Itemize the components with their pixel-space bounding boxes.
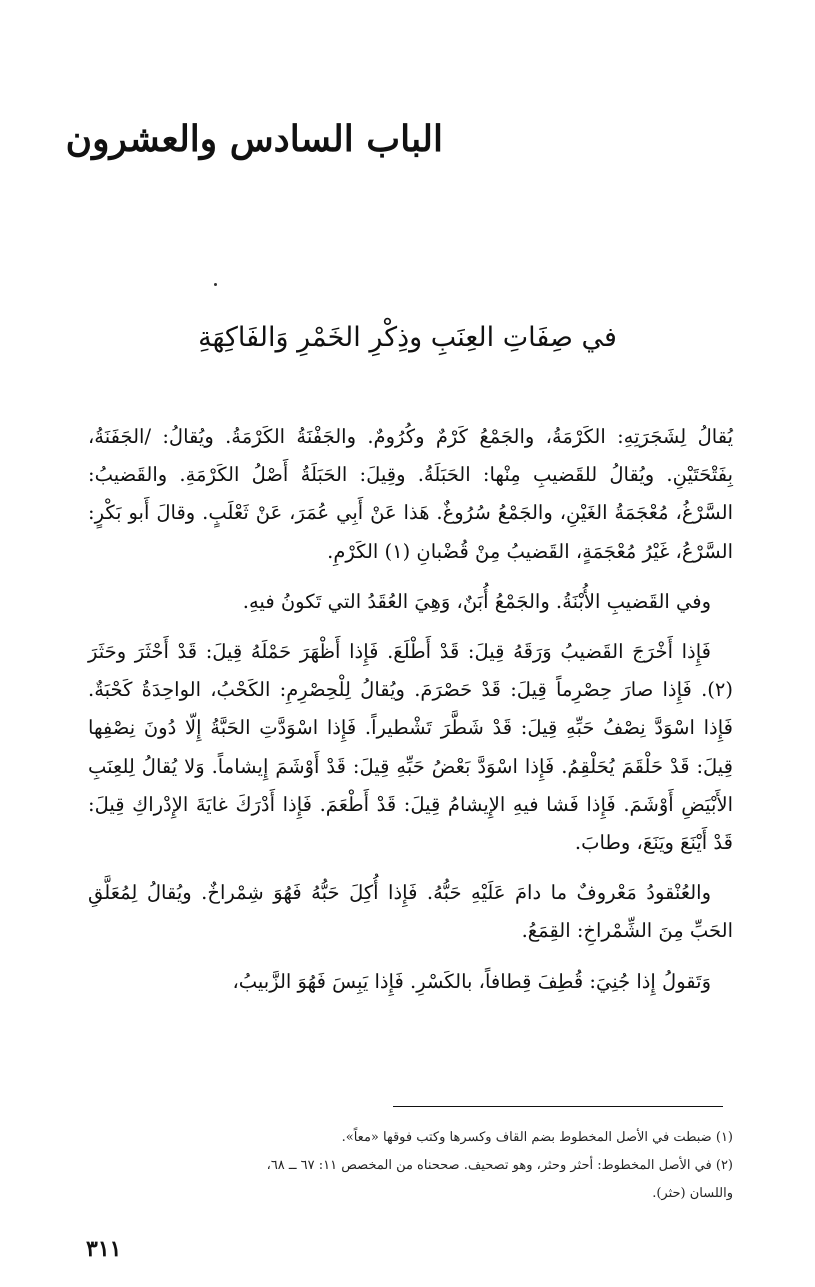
paragraph-4: والعُنْقودُ مَعْروفٌ ما دامَ عَلَيْهِ حَبُّهُ. فَإِذا أُكِلَ حَبُّهُ فَهُوَ شِمْراخٌ. ويُقالُ لِمُعَلَّقِ الحَبِّ مِنَ الشِّمْراخِ: القِمَعُ. xyxy=(88,881,733,943)
stray-dot xyxy=(214,283,217,286)
body-text xyxy=(88,418,733,1013)
paragraph-1: يُقالُ لِشَجَرَتِهِ: الكَرْمَةُ، والجَمْعُ كَرْمٌ وكُرُومٌ. والجَفْنَةُ الكَرْمَةُ. ويُقالُ: /الجَفَنَةُ، بِفَتْحَتَيْنِ. ويُقالُ للقَضيبِ مِنْها: الحَبَلَةُ. وقِيلَ: الحَبَلَةُ أَصْلُ الكَرْمَةِ. والقَضيبُ: السَّرْغُ، مُعْجَمَةُ الغَيْنِ، والجَمْعُ سُرُوغٌ. هَذا عَنْ أَبِي عُمَرَ، عَنْ ثَعْلَبٍ. وقالَ أَبو بَكْرٍ: السَّرْعُ، غَيْرُ مُعْجَمَةٍ، القَضيبُ مِنْ قُضْبانِ (١) الكَرْمِ. xyxy=(88,425,733,563)
paragraph-5: وَتَقولُ إِذا جُنِيَ: قُطِفَ قِطافاً، بالكَسْرِ. فَإِذا يَبِسَ فَهُوَ الزَّبيبُ، xyxy=(232,969,711,993)
page-number: ٣١١ xyxy=(86,1236,122,1262)
footnote-2-continued: واللسان (حثر). xyxy=(652,1186,733,1201)
footnote-1: (١) ضبطت في الأصل المخطوط بضم القاف وكسرها وكتب فوقها «معاً». xyxy=(341,1130,733,1145)
chapter-title: الباب السادس والعشرون xyxy=(65,118,443,160)
paragraph-3: فَإِذا أَخْرَجَ القَضيبُ وَرَقَهُ قِيلَ: قَدْ أَطْلَعَ. فَإِذا أَظْهَرَ حَمْلَهُ قِيلَ: قَدْ أَحْثَرَ وحَثَرَ (٢). فَإِذا صارَ حِصْرِماً قِيلَ: قَدْ حَصْرَمَ. ويُقالُ لِلْحِصْرِمِ: الكَحْبُ، الواحِدَةُ كَحْبَةٌ. فَإِذا اسْوَدَّ نِصْفُ حَبِّهِ قِيلَ: قَدْ شَطَّرَ تَشْطيراً. فَإِذا اسْوَدَّتِ الحَبَّةُ إِلّا دُونَ نِصْفِها قِيلَ: قَدْ حَلْقَمَ يُحَلْقِمُ. فَإِذا اسْوَدَّ بَعْضُ حَبِّهِ قِيلَ: قَدْ أَوْشَمَ إِيشاماً. وَلا يُقالُ لِلعِنَبِ الأَبْيَضِ أَوْشَمَ. فَإِذا فَشا فيهِ الإِيشامُ قِيلَ: قَدْ أَطْعَمَ. فَإِذا أَدْرَكَ غايَةَ الإِدْراكِ قِيلَ: قَدْ أَيْنَعَ ويَنَعَ، وطابَ. xyxy=(88,640,733,855)
section-title: في صِفَاتِ العِنَبِ وذِكْرِ الخَمْرِ وَالفَاكِهَةِ xyxy=(198,322,617,353)
footnotes xyxy=(100,1124,733,1208)
paragraph-2: وفي القَضيبِ الأُبْنَةُ. والجَمْعُ أُبَنٌ، وَهِيَ العُقَدُ التي تَكونُ فيهِ. xyxy=(242,589,711,613)
footnote-2: (٢) في الأصل المخطوط: أحثر وحثر، وهو تصحيف. صححناه من المخصص ١١: ٦٧ ــ ٦٨، xyxy=(266,1158,733,1173)
footnote-divider xyxy=(393,1106,723,1107)
